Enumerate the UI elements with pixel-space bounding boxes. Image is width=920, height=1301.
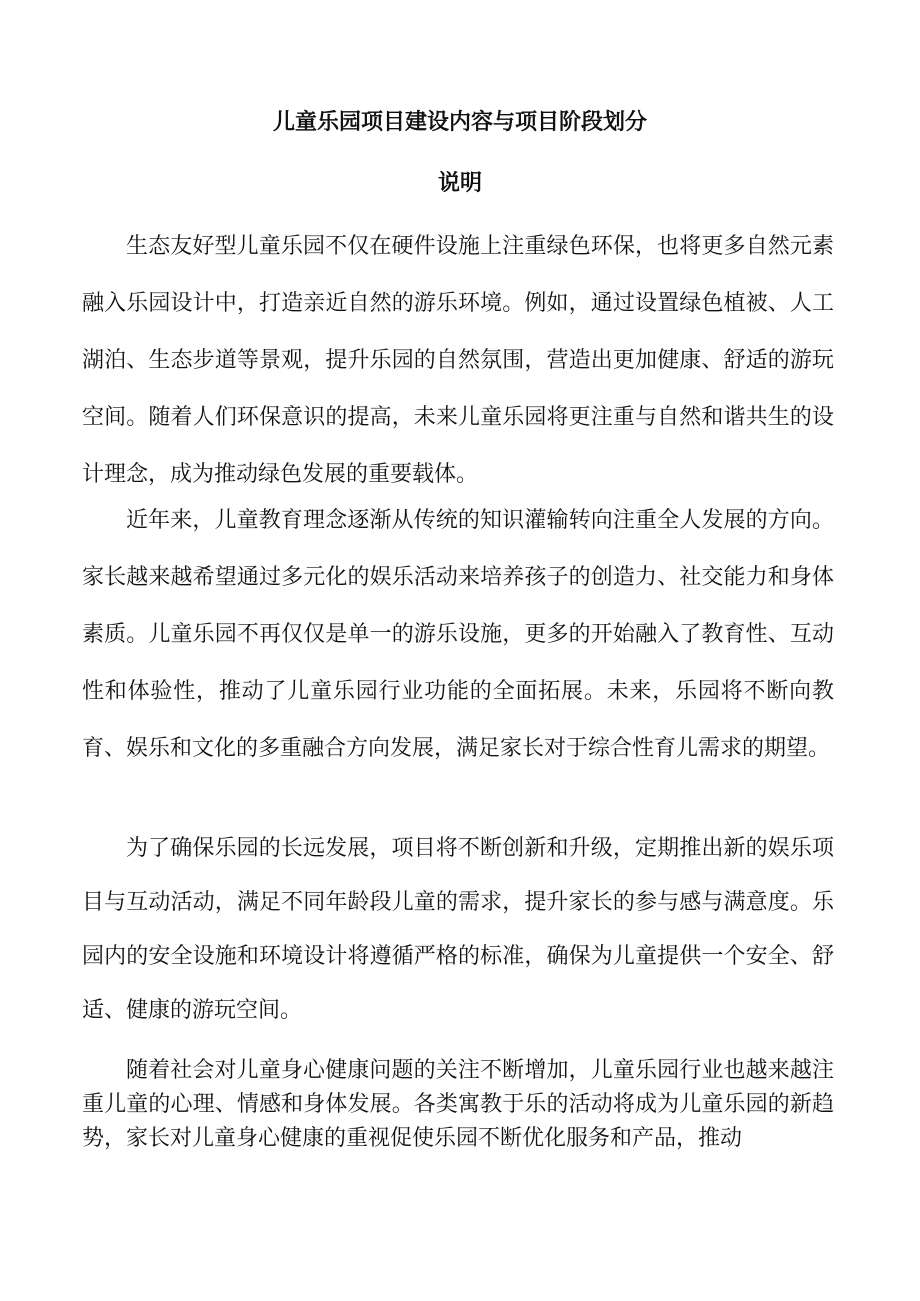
paragraph-4: 随着社会对儿童身心健康问题的关注不断增加，儿童乐园行业也越来越注重儿童的心理、情感和身体发展。各类寓教于乐的活动将成为儿童乐园的新趋势，家长对儿童身心健康的重视促使乐园不断优化服务和产品，推动 bbox=[82, 1058, 834, 1151]
paragraph-3: 为了确保乐园的长远发展，项目将不断创新和升级，定期推出新的娱乐项目与互动活动，满足不同年龄段儿童的需求，提升家长的参与感与满意度。乐园内的安全设施和环境设计将遵循严格的标准，确保为儿童提供一个安全、舒适、健康的游玩空间。 bbox=[82, 836, 834, 1023]
paragraph-1: 生态友好型儿童乐园不仅在硬件设施上注重绿色环保，也将更多自然元素融入乐园设计中，打造亲近自然的游乐环境。例如，通过设置绿色植被、人工湖泊、生态步道等景观，提升乐园的自然氛围，营造出更加健康、舒适的游玩空间。随着人们环保意识的提高，未来儿童乐园将更注重与自然和谐共生的设计理念，成为推动绿色发展的重要载体。 bbox=[82, 234, 834, 487]
document-title: 儿童乐园项目建设内容与项目阶段划分 bbox=[272, 109, 647, 135]
document-subtitle: 说明 bbox=[437, 170, 482, 196]
paragraph-2: 近年来，儿童教育理念逐渐从传统的知识灌输转向注重全人发展的方向。家长越来越希望通过多元化的娱乐活动来培养孩子的创造力、社交能力和身体素质。儿童乐园不再仅仅是单一的游乐设施，更多的开始融入了教育性、互动性和体验性，推动了儿童乐园行业功能的全面拓展。未来，乐园将不断向教育、娱乐和文化的多重融合方向发展，满足家长对于综合性育儿需求的期望。 bbox=[82, 508, 834, 761]
